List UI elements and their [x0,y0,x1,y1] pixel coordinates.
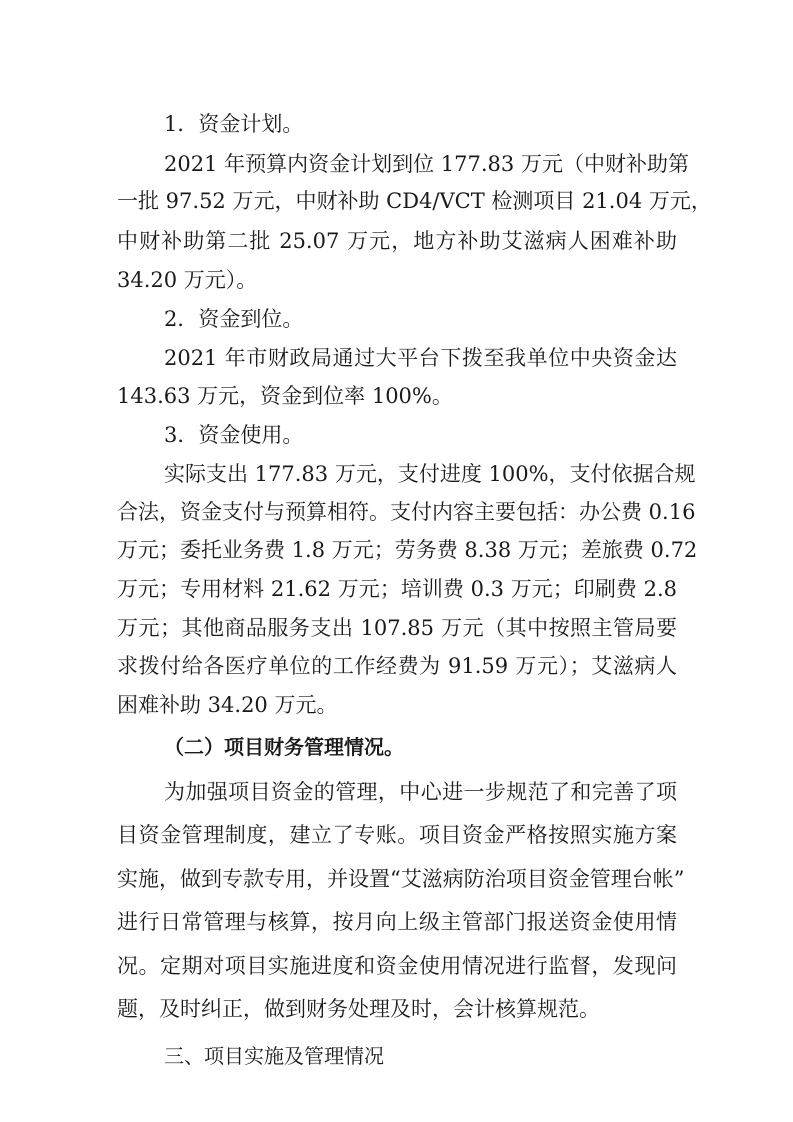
paragraph-line: 况。定期对项目实施进度和资金使用情况进行监督，发现问 [117,954,677,978]
paragraph-line: 143.63 万元，资金到位率 100%。 [117,384,453,408]
paragraph-line: 万元；专用材料 21.62 万元；培训费 0.3 万元；印刷费 2.8 [117,577,677,601]
paragraph-line: 2021 年市财政局通过大平台下拨至我单位中央资金达 [164,346,677,370]
section-heading-project-implementation: 三、项目实施及管理情况 [164,1044,384,1068]
paragraph-line: 中财补助第二批 25.07 万元，地方补助艾滋病人困难补助 [117,229,677,253]
paragraph-line: 题，及时纠正，做到财务处理及时，会计核算规范。 [117,997,600,1021]
subheading-fund-plan: 1．资金计划。 [164,112,304,136]
section-heading-financial-management: （二）项目财务管理情况。 [164,735,404,759]
paragraph-line: 实际支出 177.83 万元，支付进度 100%，支付依据合规 [164,462,696,486]
paragraph-line: 进行日常管理与核算，按月向上级主管部门报送资金使用情 [117,910,677,934]
subheading-fund-use: 3．资金使用。 [164,423,304,447]
paragraph-line: 2021 年预算内资金计划到位 177.83 万元（中财补助第 [164,152,689,176]
paragraph-line: 困难补助 34.20 万元。 [117,693,338,717]
paragraph-line: 合法，资金支付与预算相符。支付内容主要包括：办公费 0.16 [117,500,696,524]
paragraph-line: 一批 97.52 万元，中财补助 CD4/VCT 检测项目 21.04 万元， [117,189,712,213]
paragraph-line: 为加强项目资金的管理，中心进一步规范了和完善了项 [164,780,677,804]
paragraph-line: 万元；其他商品服务支出 107.85 万元（其中按照主管局要 [117,616,677,640]
paragraph-line: 实施，做到专款专用，并设置“艾滋病防治项目资金管理台帐” [117,867,685,891]
paragraph-line: 目资金管理制度，建立了专账。项目资金严格按照实施方案 [117,823,677,847]
paragraph-line: 求拨付给各医疗单位的工作经费为 91.59 万元）；艾滋病人 [117,654,677,678]
subheading-fund-arrival: 2．资金到位。 [164,307,304,331]
paragraph-line: 34.20 万元）。 [117,268,258,292]
paragraph-line: 万元；委托业务费 1.8 万元；劳务费 8.38 万元；差旅费 0.72 [117,538,698,562]
